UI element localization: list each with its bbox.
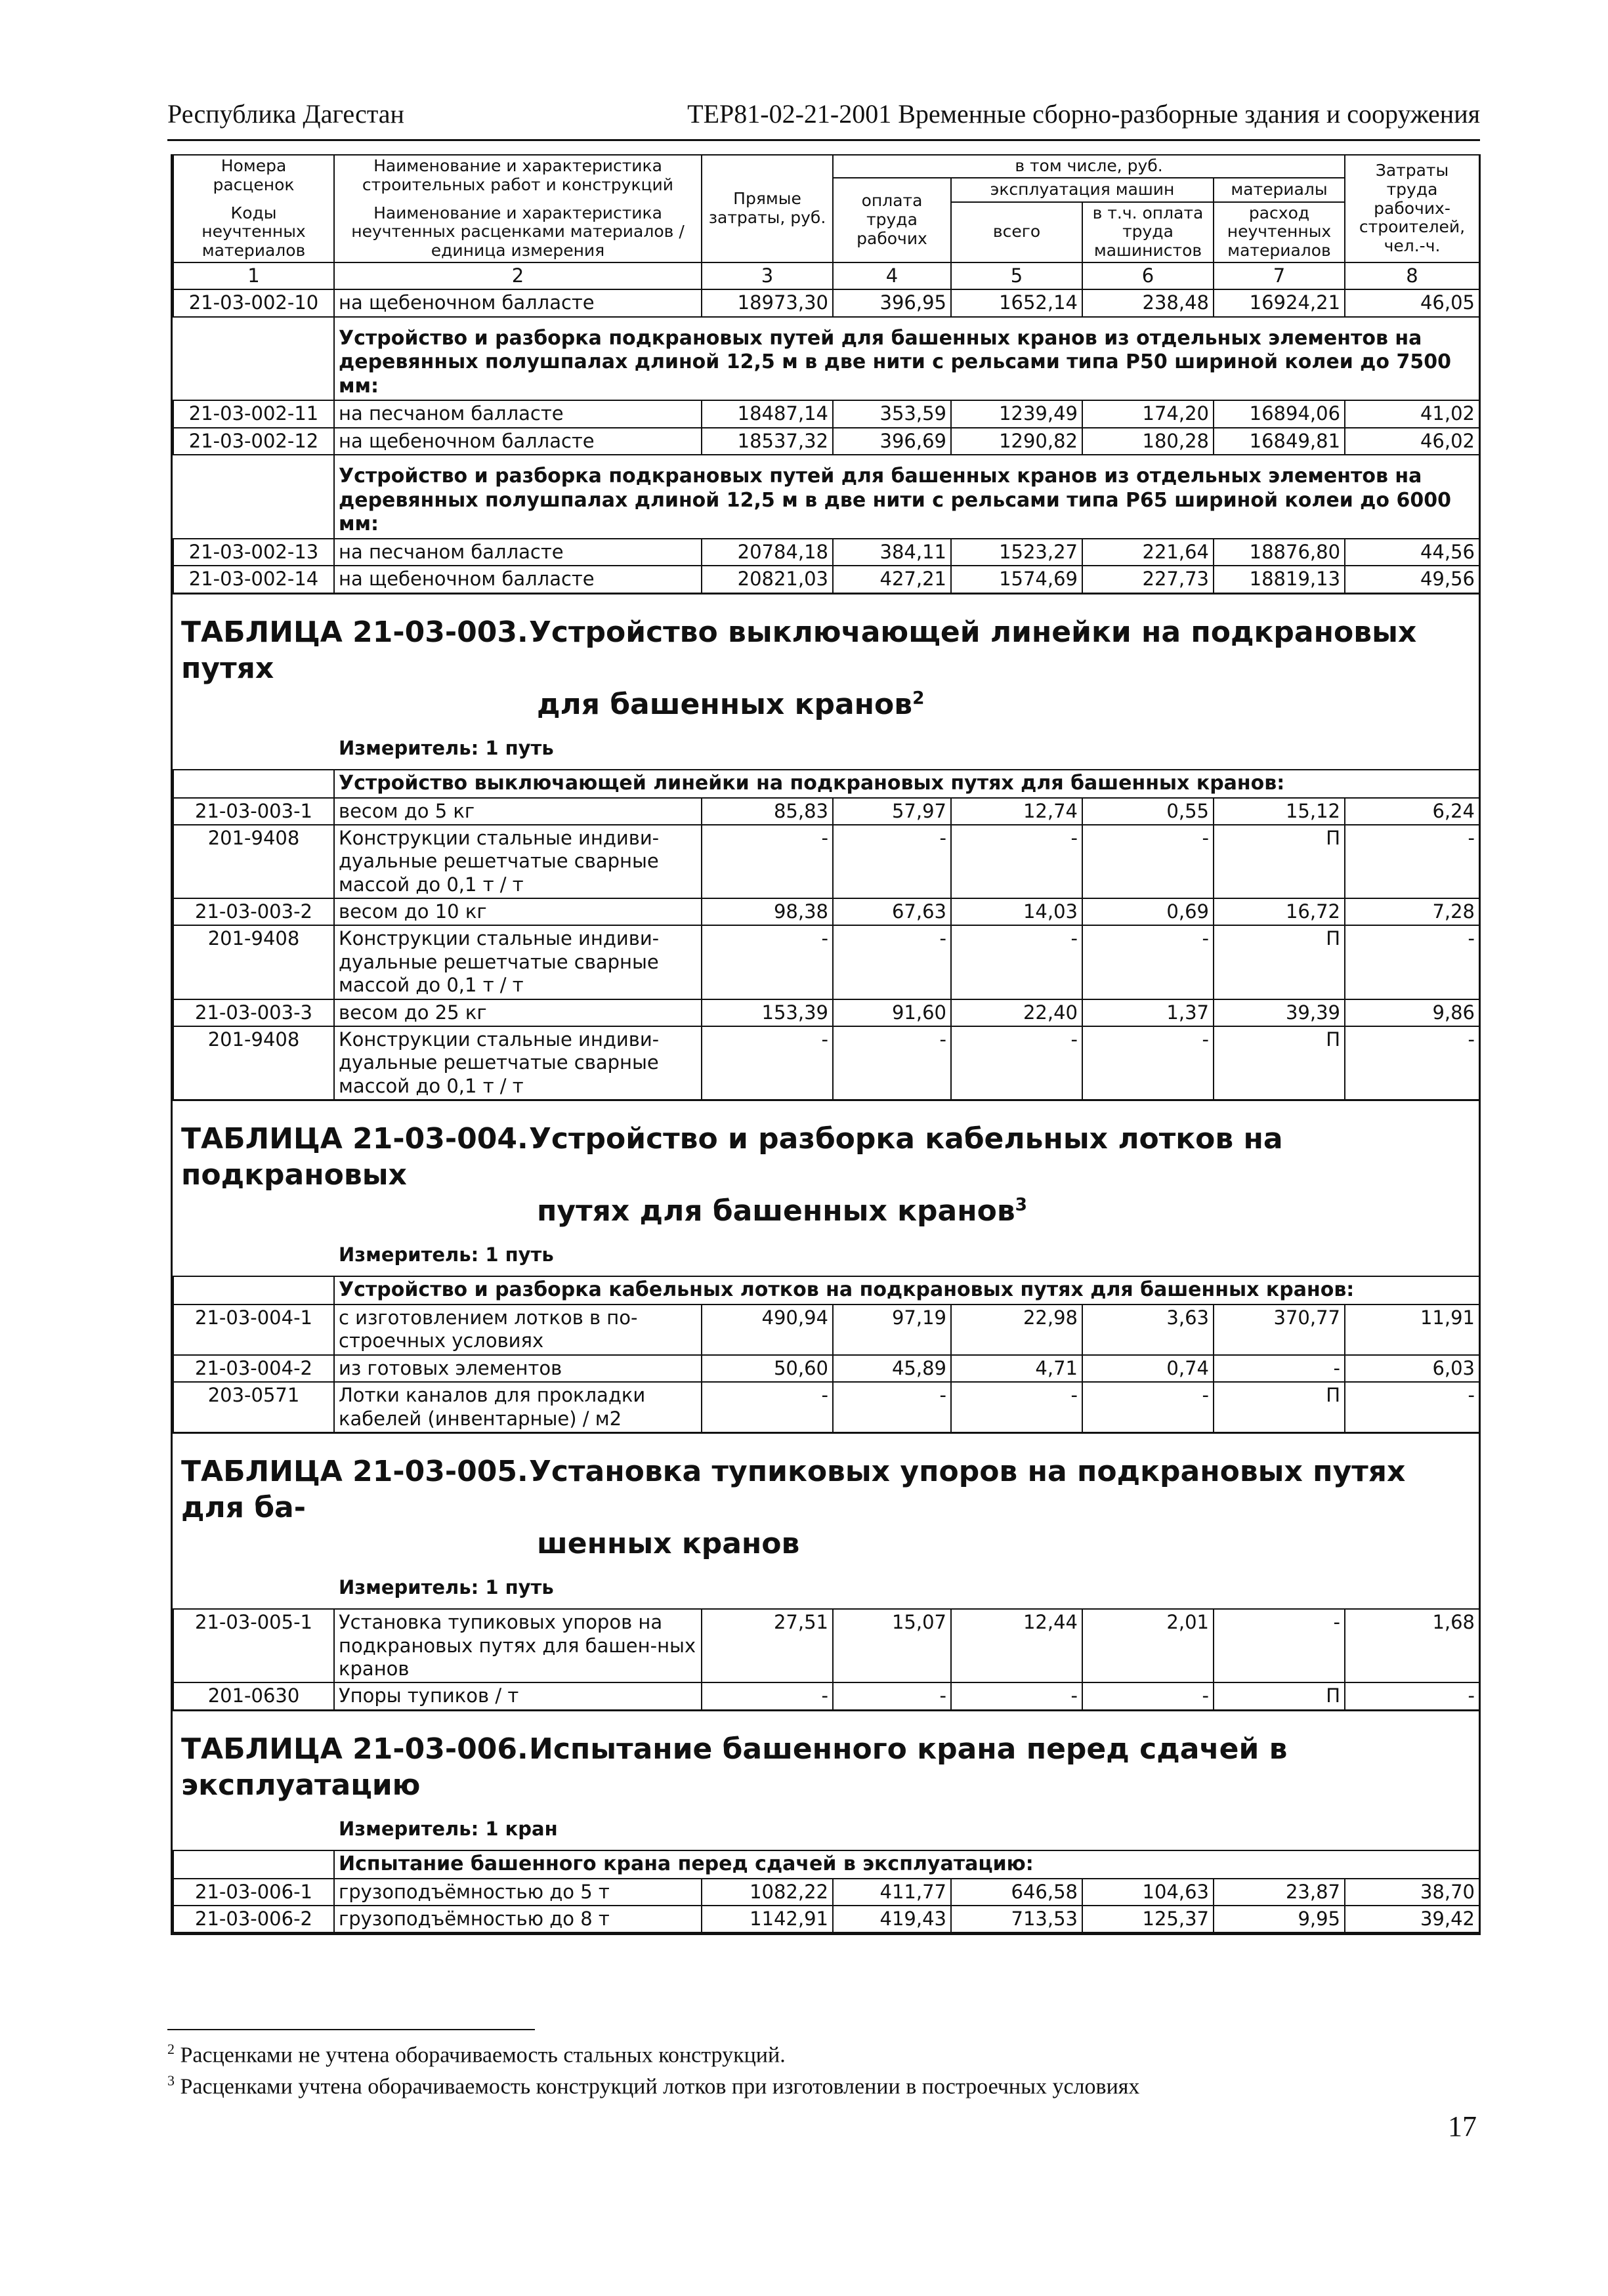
value-cell: 16,72: [1214, 898, 1345, 925]
value-cell: 39,39: [1214, 999, 1345, 1026]
value-cell: 67,63: [833, 898, 951, 925]
section-heading: Устройство и разборка кабельных лотков на подкрановых путях для башенных кранов:: [334, 1276, 1479, 1305]
value-cell: 15,07: [833, 1609, 951, 1682]
rate-code: 201-9408: [173, 925, 334, 999]
value-cell: 1523,27: [951, 539, 1082, 566]
table-number: ТАБЛИЦА 21-03-006.: [181, 1732, 528, 1766]
table-title: [173, 1434, 1479, 1568]
rate-name: Конструкции стальные индиви-дуальные решетчатые сварные массой до 0,1 т / т: [334, 825, 702, 898]
column-header-row: [173, 155, 1479, 178]
value-cell: 0,55: [1082, 798, 1214, 825]
table-row: [173, 400, 1479, 427]
table-row: [173, 1879, 1479, 1906]
value-cell: -: [1214, 1355, 1345, 1382]
value-cell: 18487,14: [702, 400, 833, 427]
value-cell: 1239,49: [951, 400, 1082, 427]
value-cell: П: [1214, 925, 1345, 999]
value-cell: 396,69: [833, 428, 951, 455]
col-header-material-name: Наименование и характеристика неучтенных расценками материалов / единица измерения: [351, 203, 685, 260]
table-title-row: [173, 593, 1479, 770]
value-cell: -: [1082, 925, 1214, 999]
table-title-row: [173, 1100, 1479, 1277]
price-table: [173, 154, 1480, 1933]
col-header-direct-costs: Прямые затраты, руб.: [702, 155, 833, 262]
col-header-unaccounted-materials: расход неучтенных материалов: [1214, 202, 1345, 262]
col-header-including: в том числе, руб.: [833, 155, 1345, 178]
value-cell: -: [951, 925, 1082, 999]
table-row: [173, 566, 1479, 593]
value-cell: -: [833, 925, 951, 999]
value-cell: -: [951, 825, 1082, 898]
value-cell: 419,43: [833, 1906, 951, 1932]
value-cell: -: [951, 1682, 1082, 1710]
column-number-cell: 2: [334, 262, 702, 289]
table-row: [173, 825, 1479, 898]
value-cell: 221,64: [1082, 539, 1214, 566]
column-number-cell: 3: [702, 262, 833, 289]
value-cell: 46,05: [1345, 289, 1479, 316]
value-cell: 50,60: [702, 1355, 833, 1382]
col-header-machinist-pay: в т.ч. оплата труда машинистов: [1082, 202, 1214, 262]
col-header-work-name: Наименование и характеристика строительных работ и конструкций: [362, 156, 674, 194]
table-title-row: [173, 1432, 1479, 1609]
value-cell: 18876,80: [1214, 539, 1345, 566]
value-cell: -: [833, 1026, 951, 1100]
col-header-labor: Затраты труда рабочих-строителей, чел.-ч.: [1345, 155, 1479, 262]
value-cell: 1574,69: [951, 566, 1082, 593]
table-title-continuation: [181, 1193, 1473, 1229]
rate-code: 21-03-002-13: [173, 539, 334, 566]
section-heading-row: [173, 317, 1479, 401]
value-cell: П: [1214, 1026, 1345, 1100]
value-cell: 85,83: [702, 798, 833, 825]
table-title-continuation: [181, 1526, 1473, 1562]
value-cell: 6,03: [1345, 1355, 1479, 1382]
value-cell: -: [951, 1382, 1082, 1432]
page-number: 17: [1448, 2110, 1477, 2142]
section-heading: Устройство и разборка подкрановых путей для башенных кранов из отдельных элементов на деревянных полушпалах длиной 12,5 м в две нити с рельсами типа Р65 шириной колеи до 6000 мм:: [339, 465, 1451, 536]
rate-code: 21-03-003-1: [173, 798, 334, 825]
table-row: [173, 898, 1479, 925]
value-cell: 49,56: [1345, 566, 1479, 593]
table-row: [173, 925, 1479, 999]
col-header-names: [334, 155, 702, 262]
value-cell: -: [702, 925, 833, 999]
value-cell: -: [702, 1026, 833, 1100]
header-region: Республика Дагестан: [167, 99, 404, 129]
value-cell: 1290,82: [951, 428, 1082, 455]
col-header-materials: материалы: [1214, 178, 1345, 202]
measurement-unit: Измеритель: 1 путь: [339, 1576, 554, 1598]
column-number-cell: 5: [951, 262, 1082, 289]
rate-name: на щебеночном балласте: [334, 289, 702, 316]
rate-name: на щебеночном балласте: [334, 428, 702, 455]
value-cell: -: [833, 1382, 951, 1432]
value-cell: 22,40: [951, 999, 1082, 1026]
table-row: [173, 289, 1479, 316]
value-cell: 18537,32: [702, 428, 833, 455]
rate-name: на песчаном балласте: [334, 400, 702, 427]
rate-code: 21-03-003-3: [173, 999, 334, 1026]
rate-name: весом до 25 кг: [334, 999, 702, 1026]
table-row: [173, 1305, 1479, 1355]
value-cell: 353,59: [833, 400, 951, 427]
table-row: [173, 539, 1479, 566]
value-cell: -: [1345, 925, 1479, 999]
rate-name: на песчаном балласте: [334, 539, 702, 566]
value-cell: 44,56: [1345, 539, 1479, 566]
rate-code: 21-03-003-2: [173, 898, 334, 925]
header-rule: [167, 139, 1480, 141]
table-title-text-2: для башенных кранов: [537, 687, 913, 721]
value-cell: 1082,22: [702, 1879, 833, 1906]
rate-code: 203-0571: [173, 1382, 334, 1432]
table-number: ТАБЛИЦА 21-03-005.: [181, 1454, 528, 1488]
table-number: ТАБЛИЦА 21-03-003.: [181, 615, 528, 649]
value-cell: 370,77: [1214, 1305, 1345, 1355]
table-title-row: [173, 1710, 1479, 1850]
footnote-rule: [167, 2029, 535, 2030]
value-cell: 98,38: [702, 898, 833, 925]
value-cell: -: [833, 1682, 951, 1710]
rate-code: 21-03-006-2: [173, 1906, 334, 1932]
value-cell: 11,91: [1345, 1305, 1479, 1355]
footnote-3: [167, 2072, 1139, 2099]
value-cell: 1142,91: [702, 1906, 833, 1932]
value-cell: 411,77: [833, 1879, 951, 1906]
footnote-text: Расценками учтена оборачиваемость конструкций лотков при изготовлении в построечных условиях: [180, 2074, 1140, 2099]
value-cell: 23,87: [1214, 1879, 1345, 1906]
value-cell: 2,01: [1082, 1609, 1214, 1682]
section-heading: Устройство выключающей линейки на подкрановых путях для башенных кранов:: [334, 770, 1479, 798]
value-cell: 16894,06: [1214, 400, 1345, 427]
value-cell: 384,11: [833, 539, 951, 566]
value-cell: 20784,18: [702, 539, 833, 566]
value-cell: П: [1214, 1382, 1345, 1432]
table-row: [173, 1682, 1479, 1710]
column-number-cell: 8: [1345, 262, 1479, 289]
rate-name: Упоры тупиков / т: [334, 1682, 702, 1710]
table-row: [173, 798, 1479, 825]
table-title-text: Испытание башенного крана перед сдачей в эксплуатацию: [181, 1732, 1288, 1802]
value-cell: 1,68: [1345, 1609, 1479, 1682]
rate-name: весом до 10 кг: [334, 898, 702, 925]
value-cell: 16924,21: [1214, 289, 1345, 316]
value-cell: 91,60: [833, 999, 951, 1026]
value-cell: 713,53: [951, 1906, 1082, 1932]
value-cell: 45,89: [833, 1355, 951, 1382]
value-cell: 57,97: [833, 798, 951, 825]
value-cell: 1652,14: [951, 289, 1082, 316]
table-title: [173, 1101, 1479, 1236]
col-header-material-codes: Коды неучтенных материалов: [201, 203, 306, 260]
rate-code: 21-03-006-1: [173, 1879, 334, 1906]
footnote-mark: 3: [167, 2072, 175, 2089]
table-row: [173, 1382, 1479, 1432]
table-title-text-2: путях для башенных кранов: [537, 1194, 1015, 1228]
rate-name: из готовых элементов: [334, 1355, 702, 1382]
value-cell: -: [1082, 1382, 1214, 1432]
table-row: [173, 1906, 1479, 1932]
value-cell: 0,74: [1082, 1355, 1214, 1382]
value-cell: 125,37: [1082, 1906, 1214, 1932]
rate-code: 21-03-002-10: [173, 289, 334, 316]
value-cell: 22,98: [951, 1305, 1082, 1355]
rate-code: 21-03-005-1: [173, 1609, 334, 1682]
col-header-machines: эксплуатация машин: [951, 178, 1214, 202]
rate-name: весом до 5 кг: [334, 798, 702, 825]
table-row: [173, 999, 1479, 1026]
value-cell: -: [1345, 1682, 1479, 1710]
value-cell: 104,63: [1082, 1879, 1214, 1906]
value-cell: 20821,03: [702, 566, 833, 593]
value-cell: 14,03: [951, 898, 1082, 925]
section-heading-row: [173, 455, 1479, 539]
section-heading-row: [173, 1276, 1479, 1305]
value-cell: 27,51: [702, 1609, 833, 1682]
footnote-text: Расценками не учтена оборачиваемость стальных конструкций.: [180, 2043, 786, 2068]
value-cell: 490,94: [702, 1305, 833, 1355]
value-cell: -: [702, 1382, 833, 1432]
value-cell: 18973,30: [702, 289, 833, 316]
value-cell: 227,73: [1082, 566, 1214, 593]
section-heading-row: [173, 1850, 1479, 1879]
value-cell: 39,42: [1345, 1906, 1479, 1932]
value-cell: 0,69: [1082, 898, 1214, 925]
value-cell: -: [951, 1026, 1082, 1100]
value-cell: -: [1082, 1682, 1214, 1710]
rate-name: грузоподъёмностью до 8 т: [334, 1906, 702, 1932]
value-cell: 3,63: [1082, 1305, 1214, 1355]
rate-code: 201-9408: [173, 825, 334, 898]
rate-name: Конструкции стальные индиви-дуальные решетчатые сварные массой до 0,1 т / т: [334, 1026, 702, 1100]
value-cell: 6,24: [1345, 798, 1479, 825]
value-cell: 7,28: [1345, 898, 1479, 925]
rate-name: на щебеночном балласте: [334, 566, 702, 593]
column-number-row: [173, 262, 1479, 289]
header-document-title: ТЕР81-02-21-2001 Временные сборно-разборные здания и сооружения: [687, 99, 1480, 129]
col-header-machines-total: всего: [951, 202, 1082, 262]
value-cell: П: [1214, 825, 1345, 898]
table-title: [173, 595, 1479, 729]
table-number: ТАБЛИЦА 21-03-004.: [181, 1122, 528, 1156]
rate-code: 21-03-004-1: [173, 1305, 334, 1355]
col-header-worker-pay: оплата труда рабочих: [833, 178, 951, 262]
table-title-text: Устройство выключающей линейки на подкрановых путях: [181, 615, 1417, 685]
column-number-cell: 1: [173, 262, 334, 289]
price-table-frame: [171, 154, 1481, 1935]
footnote-reference: 3: [1015, 1194, 1028, 1215]
value-cell: 4,71: [951, 1355, 1082, 1382]
rate-code: 21-03-004-2: [173, 1355, 334, 1382]
table-row: [173, 1609, 1479, 1682]
rate-code: 201-9408: [173, 1026, 334, 1100]
value-cell: 15,12: [1214, 798, 1345, 825]
value-cell: -: [1082, 1026, 1214, 1100]
value-cell: 9,86: [1345, 999, 1479, 1026]
rate-code: 21-03-002-14: [173, 566, 334, 593]
value-cell: -: [1345, 1382, 1479, 1432]
table-title-text: Устройство и разборка кабельных лотков на подкрановых: [181, 1122, 1283, 1192]
table-row: [173, 1026, 1479, 1100]
value-cell: 153,39: [702, 999, 833, 1026]
value-cell: -: [1082, 825, 1214, 898]
measurement-unit: Измеритель: 1 путь: [339, 1243, 554, 1266]
column-number-cell: 7: [1214, 262, 1345, 289]
value-cell: -: [1214, 1609, 1345, 1682]
rate-code: 21-03-002-12: [173, 428, 334, 455]
rate-code: 21-03-002-11: [173, 400, 334, 427]
footnote-2: [167, 2041, 786, 2068]
value-cell: 41,02: [1345, 400, 1479, 427]
footnote-reference: 2: [912, 687, 925, 708]
value-cell: 46,02: [1345, 428, 1479, 455]
rate-name: с изготовлением лотков в по-строечных условиях: [334, 1305, 702, 1355]
section-heading: Испытание башенного крана перед сдачей в эксплуатацию:: [334, 1850, 1479, 1879]
value-cell: 238,48: [1082, 289, 1214, 316]
table-title-text: Установка тупиковых упоров на подкрановых путях для ба-: [181, 1454, 1406, 1524]
value-cell: 18819,13: [1214, 566, 1345, 593]
col-header-codes: [173, 155, 334, 262]
value-cell: 12,74: [951, 798, 1082, 825]
table-row: [173, 1355, 1479, 1382]
col-header-rate-numbers: Номера расценок: [213, 156, 295, 194]
value-cell: 1,37: [1082, 999, 1214, 1026]
value-cell: П: [1214, 1682, 1345, 1710]
value-cell: -: [702, 825, 833, 898]
rate-name: Установка тупиковых упоров на подкрановых путях для башен-ных кранов: [334, 1609, 702, 1682]
value-cell: 180,28: [1082, 428, 1214, 455]
column-number-cell: 6: [1082, 262, 1214, 289]
value-cell: 646,58: [951, 1879, 1082, 1906]
value-cell: 38,70: [1345, 1879, 1479, 1906]
rate-name: Конструкции стальные индиви-дуальные решетчатые сварные массой до 0,1 т / т: [334, 925, 702, 999]
value-cell: -: [1345, 1026, 1479, 1100]
measurement-unit: Измеритель: 1 кран: [339, 1817, 558, 1840]
measurement-unit: Измеритель: 1 путь: [339, 736, 554, 759]
value-cell: 396,95: [833, 289, 951, 316]
section-heading: Устройство и разборка подкрановых путей для башенных кранов из отдельных элементов на деревянных полушпалах длиной 12,5 м в две нити с рельсами типа Р50 шириной колеи до 7500 мм:: [339, 326, 1451, 398]
table-row: [173, 428, 1479, 455]
table-title: [173, 1711, 1479, 1810]
value-cell: -: [702, 1682, 833, 1710]
column-number-cell: 4: [833, 262, 951, 289]
value-cell: 174,20: [1082, 400, 1214, 427]
value-cell: 97,19: [833, 1305, 951, 1355]
value-cell: 12,44: [951, 1609, 1082, 1682]
section-heading-row: [173, 770, 1479, 798]
footnote-mark: 2: [167, 2041, 175, 2057]
value-cell: 16849,81: [1214, 428, 1345, 455]
rate-name: грузоподъёмностью до 5 т: [334, 1879, 702, 1906]
rate-code: 201-0630: [173, 1682, 334, 1710]
value-cell: -: [1345, 825, 1479, 898]
rate-name: Лотки каналов для прокладки кабелей (инвентарные) / м2: [334, 1382, 702, 1432]
table-title-text-2: шенных кранов: [537, 1526, 800, 1560]
value-cell: 427,21: [833, 566, 951, 593]
value-cell: 9,95: [1214, 1906, 1345, 1932]
value-cell: -: [833, 825, 951, 898]
table-title-continuation: [181, 686, 1473, 722]
